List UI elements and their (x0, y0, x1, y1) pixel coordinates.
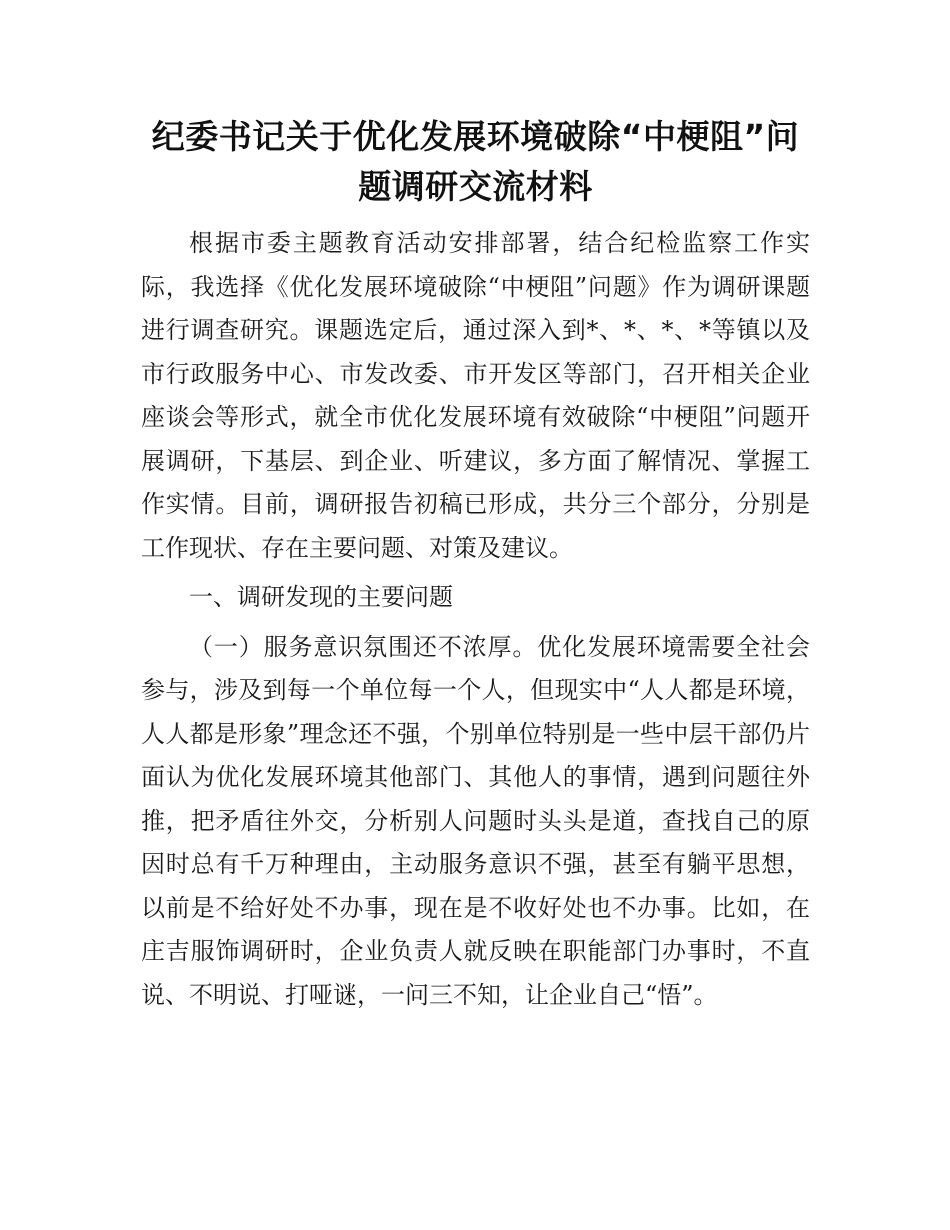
intro-paragraph: 根据市委主题教育活动安排部署，结合纪检监察工作实际，我选择《优化发展环境破除“中梗阻”问题》作为调研课题进行调查研究。课题选定后，通过深入到*、*、*、*等镇以及市行政服务中心、市发改委、市开发区等部门，召开相关企业座谈会等形式，就全市优化发展环境有效破除“中梗阻”问题开展调研，下基层、到企业、听建议，多方面了解情况、掌握工作实情。目前，调研报告初稿已形成，共分三个部分，分别是工作现状、存在主要问题、对策及建议。 (141, 229, 810, 562)
document-title: 纪委书记关于优化发展环境破除“中梗阻”问题调研交流材料 (151, 117, 800, 206)
body-paragraph: （一）服务意识氛围还不浓厚。优化发展环境需要全社会参与，涉及到每一个单位每一个人，但现实中“人人都是环境，人人都是形象”理念还不强，个别单位特别是一些中层干部仍片面认为优化发展环境其他部门、其他人的事情，遇到问题往外推，把矛盾往外交，分析别人问题时头头是道，查找自己的原因时总有千万种理由，主动服务意识不强，甚至有躺平思想，以前是不给好处不办事，现在是不收好处也不办事。比如，在庄吉服饰调研时，企业负责人就反映在职能部门办事时，不直说、不明说、打哑谜，一问三不知，让企业自己“悟”。 (141, 632, 810, 1009)
section-heading: 一、调研发现的主要问题 (189, 583, 453, 611)
